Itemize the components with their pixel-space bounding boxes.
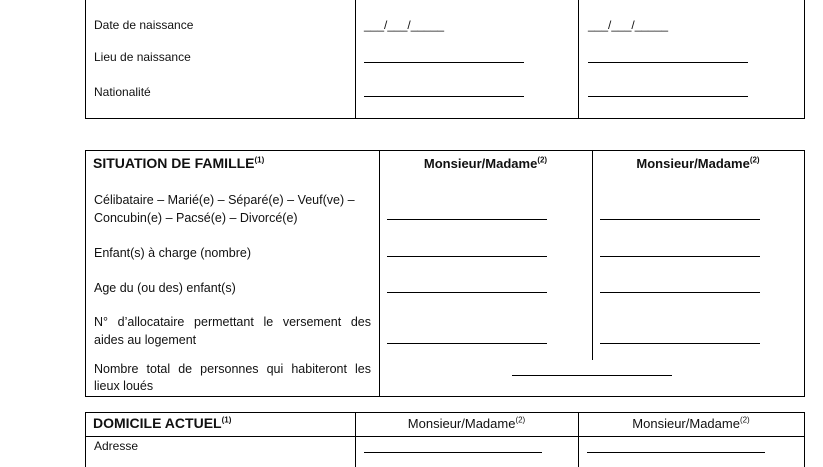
- table-border-left: [85, 412, 86, 467]
- marital-status-options-line1: Célibataire – Marié(e) – Séparé(e) – Veuf(ve) –: [94, 193, 355, 207]
- dependent-children-field-b[interactable]: [600, 256, 760, 257]
- table-border-bottom: [85, 118, 805, 119]
- family-column-header-b: Monsieur/Madame$^{(2)}$: [636, 155, 760, 171]
- nationality-field-b[interactable]: [588, 96, 748, 97]
- children-age-field-a[interactable]: [387, 292, 547, 293]
- table-border-left: [85, 0, 86, 119]
- allocataire-label-line2: aides au logement: [94, 333, 197, 347]
- table-border-left: [85, 150, 86, 397]
- marital-status-field-a[interactable]: [387, 219, 547, 220]
- birth-date-label: Date de naissance: [94, 18, 194, 32]
- children-age-label: Age du (ou des) enfant(s): [94, 281, 236, 295]
- children-age-field-b[interactable]: [600, 292, 760, 293]
- dependent-children-field-a[interactable]: [387, 256, 547, 257]
- table-border-top: [85, 412, 805, 413]
- birth-place-field-a[interactable]: [364, 62, 524, 63]
- total-occupants-label-line2: lieux loués: [94, 379, 154, 393]
- allocataire-field-a[interactable]: [387, 343, 547, 344]
- family-section-title: SITUATION DE FAMILLE$^{(1)}$: [93, 155, 265, 171]
- total-occupants-label-line1: Nombre total de personnes qui habiteront les: [94, 362, 371, 376]
- column-divider: [578, 0, 579, 119]
- nationality-label: Nationalité: [94, 85, 151, 99]
- birth-place-field-b[interactable]: [588, 62, 748, 63]
- dependent-children-label: Enfant(s) à charge (nombre): [94, 246, 252, 260]
- address-field-a[interactable]: [364, 452, 542, 453]
- column-divider: [355, 0, 356, 119]
- marital-status-field-b[interactable]: [600, 219, 760, 220]
- table-border-top: [85, 150, 805, 151]
- address-field-b[interactable]: [587, 452, 765, 453]
- column-divider: [379, 150, 380, 397]
- allocataire-label-line1: N° d’allocataire permettant le versement des: [94, 315, 371, 329]
- domicile-column-header-a: Monsieur/Madame$^{(2)}$: [407, 415, 526, 431]
- table-border-bottom: [85, 396, 805, 397]
- birth-date-field-b[interactable]: ___/___/_____: [588, 18, 669, 32]
- nationality-field-a[interactable]: [364, 96, 524, 97]
- table-border-right: [804, 0, 805, 119]
- marital-status-options-line2: Concubin(e) – Pacsé(e) – Divorcé(e): [94, 211, 298, 225]
- column-divider: [592, 150, 593, 360]
- address-label: Adresse: [94, 439, 139, 453]
- birth-place-label: Lieu de naissance: [94, 50, 191, 64]
- header-row-divider: [85, 436, 805, 437]
- table-border-right: [804, 412, 805, 467]
- allocataire-field-b[interactable]: [600, 343, 760, 344]
- total-occupants-field[interactable]: [512, 375, 672, 376]
- family-column-header-a: Monsieur/Madame$^{(2)}$: [423, 155, 548, 171]
- domicile-section-title: DOMICILE ACTUEL$^{(1)}$: [93, 415, 232, 431]
- domicile-column-header-b: Monsieur/Madame$^{(2)}$: [632, 415, 750, 431]
- table-border-right: [804, 150, 805, 397]
- birth-date-field-a[interactable]: ___/___/_____: [364, 18, 445, 32]
